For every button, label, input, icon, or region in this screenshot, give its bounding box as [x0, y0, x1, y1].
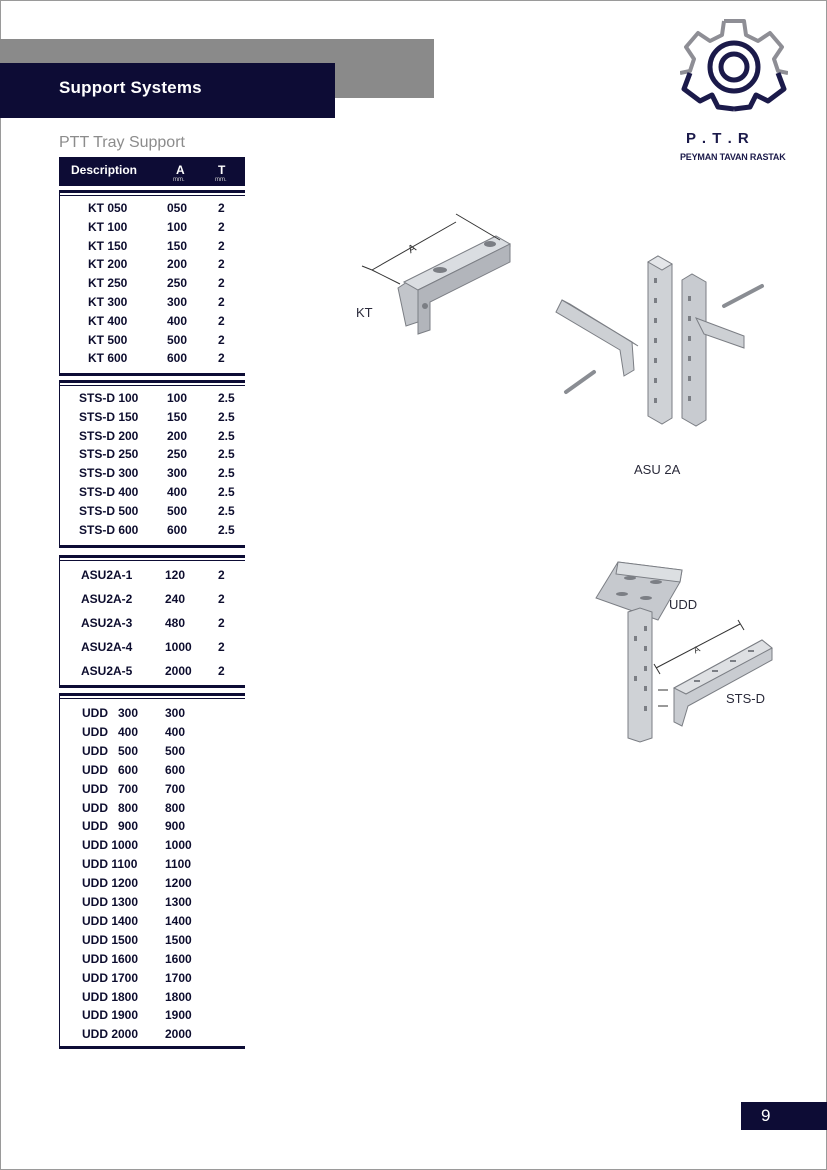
cell-description: UDD 900 — [82, 819, 139, 834]
logo-company-name: PEYMAN TAVAN RASTAK — [680, 152, 786, 162]
cell-a: 1100 — [165, 857, 192, 872]
cell-description: UDD 1600 — [82, 951, 139, 966]
column-header-description: Description — [71, 163, 138, 177]
cell-description: ASU2A-5 — [81, 664, 133, 678]
cell-description: UDD 800 — [82, 800, 139, 815]
logo-letters: P . T . R — [686, 130, 750, 147]
cell-description: UDD 1900 — [82, 1008, 139, 1023]
cell-description: UDD 400 — [82, 724, 139, 739]
cell-description: KT 100 — [88, 219, 128, 234]
cell-description: UDD 300 — [82, 706, 139, 720]
cell-description: STS-D 600 — [79, 522, 139, 537]
cell-description: UDD 2000 — [82, 1027, 139, 1042]
cell-description: STS-D 300 — [79, 466, 139, 481]
cell-t: 2.5 — [218, 447, 235, 462]
cell-description: UDD 1400 — [82, 913, 139, 928]
cell-a: 1800 — [165, 989, 192, 1004]
cell-a: 1900 — [165, 1008, 192, 1023]
cell-a: 1300 — [165, 895, 192, 909]
cell-t: 2.5 — [218, 466, 235, 481]
cell-t: 2.5 — [218, 428, 235, 443]
cell-a: 200 — [167, 257, 188, 272]
page-number-box — [741, 1102, 827, 1130]
cell-a: 1000 — [165, 640, 192, 654]
cell-t: 2 — [218, 592, 225, 606]
cell-description: KT 500 — [88, 332, 128, 347]
cell-description: KT 250 — [88, 276, 128, 291]
cell-a: 240 — [165, 592, 186, 606]
cell-description: UDD 1800 — [82, 989, 139, 1004]
cell-t: 2 — [218, 351, 225, 366]
cell-description: UDD 1000 — [82, 838, 139, 853]
cell-t: 2 — [218, 238, 225, 253]
cell-a: 050 — [167, 201, 188, 215]
cell-description: UDD 1200 — [82, 876, 139, 891]
cell-a: 2000 — [165, 1027, 192, 1042]
cell-a: 1200 — [165, 876, 192, 891]
asu2a-label: ASU 2A — [634, 462, 681, 477]
cell-t: 2 — [218, 201, 225, 215]
cell-a: 400 — [165, 724, 186, 739]
kt-bracket-illustration — [362, 214, 510, 334]
cell-a: 600 — [165, 762, 186, 777]
cell-a: 1700 — [165, 970, 192, 985]
cell-a: 300 — [167, 466, 188, 481]
cell-description: ASU2A-4 — [81, 640, 133, 654]
cell-a: 500 — [167, 503, 188, 518]
cell-description: UDD 1700 — [82, 970, 139, 985]
kt-dimension-label: A — [406, 241, 419, 257]
cell-description: UDD 700 — [82, 781, 139, 796]
cell-t: 2 — [218, 616, 225, 630]
cell-description: STS-D 100 — [79, 391, 139, 405]
cell-a: 250 — [167, 276, 188, 291]
cell-a: 500 — [167, 332, 188, 347]
cell-description: KT 300 — [88, 295, 128, 309]
cell-description: STS-D 400 — [79, 485, 139, 499]
cell-t: 2.5 — [218, 391, 235, 405]
cell-a: 200 — [167, 428, 188, 443]
page-title: Support Systems — [59, 78, 202, 97]
cell-a: 300 — [167, 295, 188, 309]
cell-a: 100 — [167, 391, 188, 405]
cell-description: STS-D 150 — [79, 409, 139, 424]
kt-label: KT — [356, 305, 373, 320]
cell-t: 2 — [218, 219, 225, 234]
asu2a-illustration — [556, 256, 762, 426]
cell-description: KT 400 — [88, 313, 128, 328]
cell-t: 2 — [218, 313, 225, 328]
cell-t: 2 — [218, 664, 225, 678]
cell-description: UDD 500 — [82, 743, 139, 758]
udd-stsd-illustration — [596, 562, 772, 742]
cell-t: 2.5 — [218, 522, 235, 537]
cell-description: STS-D 500 — [79, 503, 139, 518]
cell-a: 700 — [165, 781, 186, 796]
udd-label: UDD — [669, 597, 698, 612]
cell-a: 300 — [165, 706, 186, 720]
cell-description: ASU2A-2 — [81, 592, 133, 606]
cell-a: 800 — [165, 800, 186, 815]
cell-description: KT 600 — [88, 351, 128, 366]
cell-description: UDD 1300 — [82, 895, 139, 909]
column-unit-a: mm. — [173, 177, 185, 183]
section-title: PTT Tray Support — [59, 134, 185, 151]
cell-description: STS-D 250 — [79, 447, 139, 462]
column-unit-t: mm. — [215, 177, 227, 183]
cell-description: ASU2A-1 — [81, 568, 133, 582]
cell-a: 1000 — [165, 838, 192, 853]
cell-t: 2.5 — [218, 503, 235, 518]
cell-t: 2.5 — [218, 409, 235, 424]
stsd-dimension-label: A — [691, 643, 702, 656]
cell-t: 2 — [218, 332, 225, 347]
cell-t: 2 — [218, 568, 225, 582]
cell-a: 1500 — [165, 932, 192, 947]
cell-a: 2000 — [165, 664, 192, 678]
cell-a: 600 — [167, 522, 188, 537]
cell-t: 2 — [218, 276, 225, 291]
cell-t: 2 — [218, 257, 225, 272]
cell-a: 500 — [165, 743, 186, 758]
cell-description: UDD 1500 — [82, 932, 139, 947]
page-number: 9 — [761, 1106, 771, 1125]
cell-t: 2.5 — [218, 485, 235, 499]
cell-a: 150 — [167, 409, 188, 424]
cell-a: 900 — [165, 819, 186, 834]
column-header-t: T — [218, 163, 226, 177]
cell-description: KT 200 — [88, 257, 128, 272]
cell-a: 600 — [167, 351, 188, 366]
cell-description: UDD 600 — [82, 762, 139, 777]
cell-a: 480 — [165, 616, 186, 630]
cell-t: 2 — [218, 295, 225, 309]
cell-a: 1600 — [165, 951, 192, 966]
cell-description: STS-D 200 — [79, 428, 139, 443]
cell-description: UDD 1100 — [82, 857, 138, 872]
stsd-label: STS-D — [726, 691, 765, 706]
cell-description: KT 150 — [88, 238, 128, 253]
cell-t: 2 — [218, 640, 225, 654]
cell-a: 400 — [167, 485, 188, 499]
cell-description: KT 050 — [88, 201, 128, 215]
cell-description: ASU2A-3 — [81, 616, 133, 630]
cell-a: 120 — [165, 568, 186, 582]
column-header-a: A — [176, 163, 185, 177]
cell-a: 250 — [167, 447, 188, 462]
cell-a: 100 — [167, 219, 188, 234]
cell-a: 400 — [167, 313, 188, 328]
cell-a: 150 — [167, 238, 188, 253]
cell-a: 1400 — [165, 913, 192, 928]
